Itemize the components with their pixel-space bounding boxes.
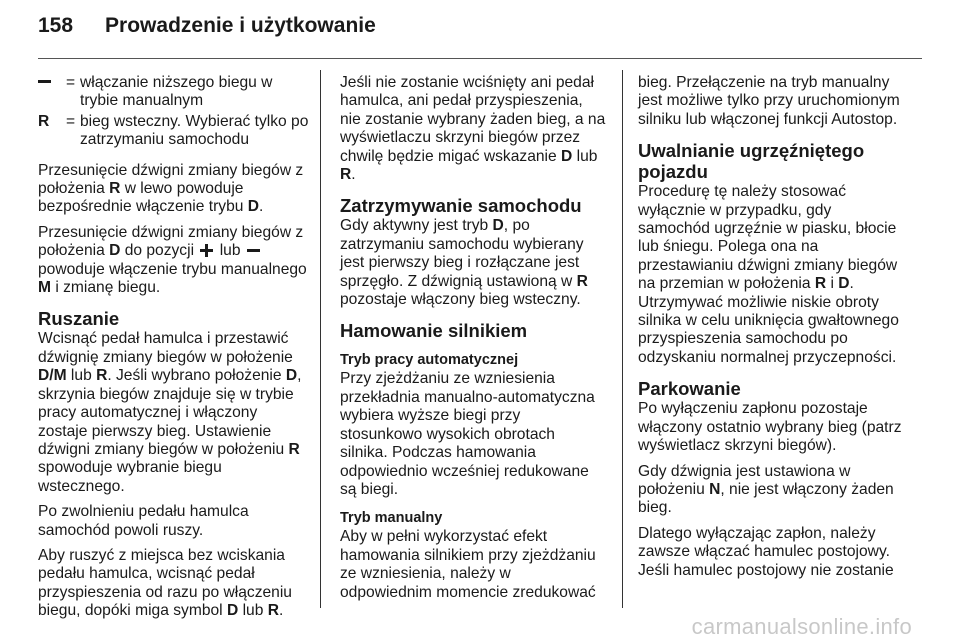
paragraph: Wcisnąć pedał hamulca i przestawić dźwignię zmiany biegów w położenie D/M lub R. Jeśli wybrano położenie D, skrzynia biegów znajduje się w trybie pracy automatycznej i włączony zostaje pierwszy bieg. Ustawienie dźwigni zmiany biegów w położeniu R spowoduje wybranie biegu wstecznego. [38, 330, 302, 495]
paragraph: Procedurę tę należy stosować wyłącznie w przypadku, gdy samochód ugrzęźnie w piasku, błocie lub śniegu. Polega ona na przestawianiu dźwigni zmiany biegów na przemian w położenia R i D. Utrzymywać możliwie niskie obroty silnika w celu uniknięcia gwałtownego przyspieszenia samochodu po odzyskaniu normalnej przyczepności. [638, 183, 899, 366]
paragraph: Przesunięcie dźwigni zmiany biegów z położenia R w lewo powoduje bezpośrednie włączenie trybu D. [38, 161, 304, 216]
column-divider-2 [622, 70, 623, 608]
paragraph: Po wyłączeniu zapłonu pozostaje włączony ostatnio wybrany bieg (patrz wyświetlacz skrzyni biegów). [638, 400, 902, 455]
column-divider-1 [320, 70, 321, 608]
heading-ruszanie: Ruszanie [38, 308, 120, 330]
watermark: carmanualsonline.info [691, 614, 912, 639]
paragraph: Gdy aktywny jest tryb D, po zatrzymaniu samochodu wybierany jest pierwszy bieg i rozłączane jest sprzęgło. Z dźwignią ustawioną w R pozostaje włączony bieg wsteczny. [340, 217, 588, 309]
heading-hamowanie: Hamowanie silnikiem [340, 320, 528, 342]
page-title: Prowadzenie i użytkowanie [105, 14, 376, 37]
minus-key-icon [38, 74, 66, 111]
heading-zatrzymywanie: Zatrzymywanie samochodu [340, 195, 582, 217]
paragraph: Jeśli nie zostanie wciśnięty ani pedał hamulca, ani pedał przyspieszenia, nie zostanie wybrany żaden bieg, a na wyświetlaczu skrzyni biegów przez chwilę będzie migać wskazanie D lub R. [340, 74, 606, 184]
key-r-row: R = bieg wsteczny. Wybierać tylko po zatrzymaniu samochodu [38, 112, 309, 149]
minus-icon [247, 249, 260, 252]
subheading-auto: Tryb pracy automatycznej [340, 352, 519, 369]
paragraph: Aby w pełni wykorzystać efekt hamowania silnikiem przy zjeżdżaniu ze wzniesienia, należy w odpowiednim momencie zredukować [340, 528, 596, 601]
page-header [38, 14, 376, 38]
column-2 [340, 74, 606, 609]
plus-icon [200, 244, 213, 257]
subheading-manual: Tryb manualny [340, 510, 443, 527]
paragraph: bieg. Przełączenie na tryb manualny jest możliwe tylko przy uruchomionym silniku lub włączonej funkcji Autostop. [638, 74, 900, 128]
key-r-description: bieg wsteczny. Wybierać tylko po zatrzymaniu samochodu [80, 112, 309, 149]
paragraph: Dlatego wyłączając zapłon, należy zawsze włączać hamulec postojowy. Jeśli hamulec postojowy nie zostanie [638, 524, 894, 579]
column-1 [38, 74, 310, 628]
column-3 [638, 74, 904, 587]
paragraph: Gdy dźwignia jest ustawiona w położeniu N, nie jest włączony żaden bieg. [638, 462, 894, 517]
key-minus-description: włączanie niższego biegu w trybie manualnym [80, 74, 273, 110]
heading-parkowanie: Parkowanie [638, 378, 741, 400]
heading-uwalnianie: Uwalnianie ugrzęźniętego pojazdu [638, 140, 865, 183]
key-r-symbol: R [38, 112, 50, 130]
paragraph: Aby ruszyć z miejsca bez wciskania pedału hamulca, wcisnąć pedał przyspieszenia od razu po włączeniu biegu, dopóki miga symbol D lub R. [38, 546, 292, 620]
paragraph: Po zwolnieniu pedału hamulca samochód powoli ruszy. [38, 503, 249, 539]
paragraph: Przy zjeżdżaniu ze wzniesienia przekładnia manualno-automatyczna wybiera wyższe biegi przy stosunkowo wysokich obrotach silnika. Podczas hamowania odpowiednio wcześniej redukowane są biegi. [340, 370, 595, 498]
header-rule [38, 58, 922, 59]
paragraph: Przesunięcie dźwigni zmiany biegów z położenia D do pozycji lub powoduje włączenie trybu manualnego M i zmianę biegu. [38, 223, 307, 297]
key-minus-row: = włączanie niższego biegu w trybie manualnym [38, 74, 310, 111]
page-number: 158 [38, 14, 74, 37]
